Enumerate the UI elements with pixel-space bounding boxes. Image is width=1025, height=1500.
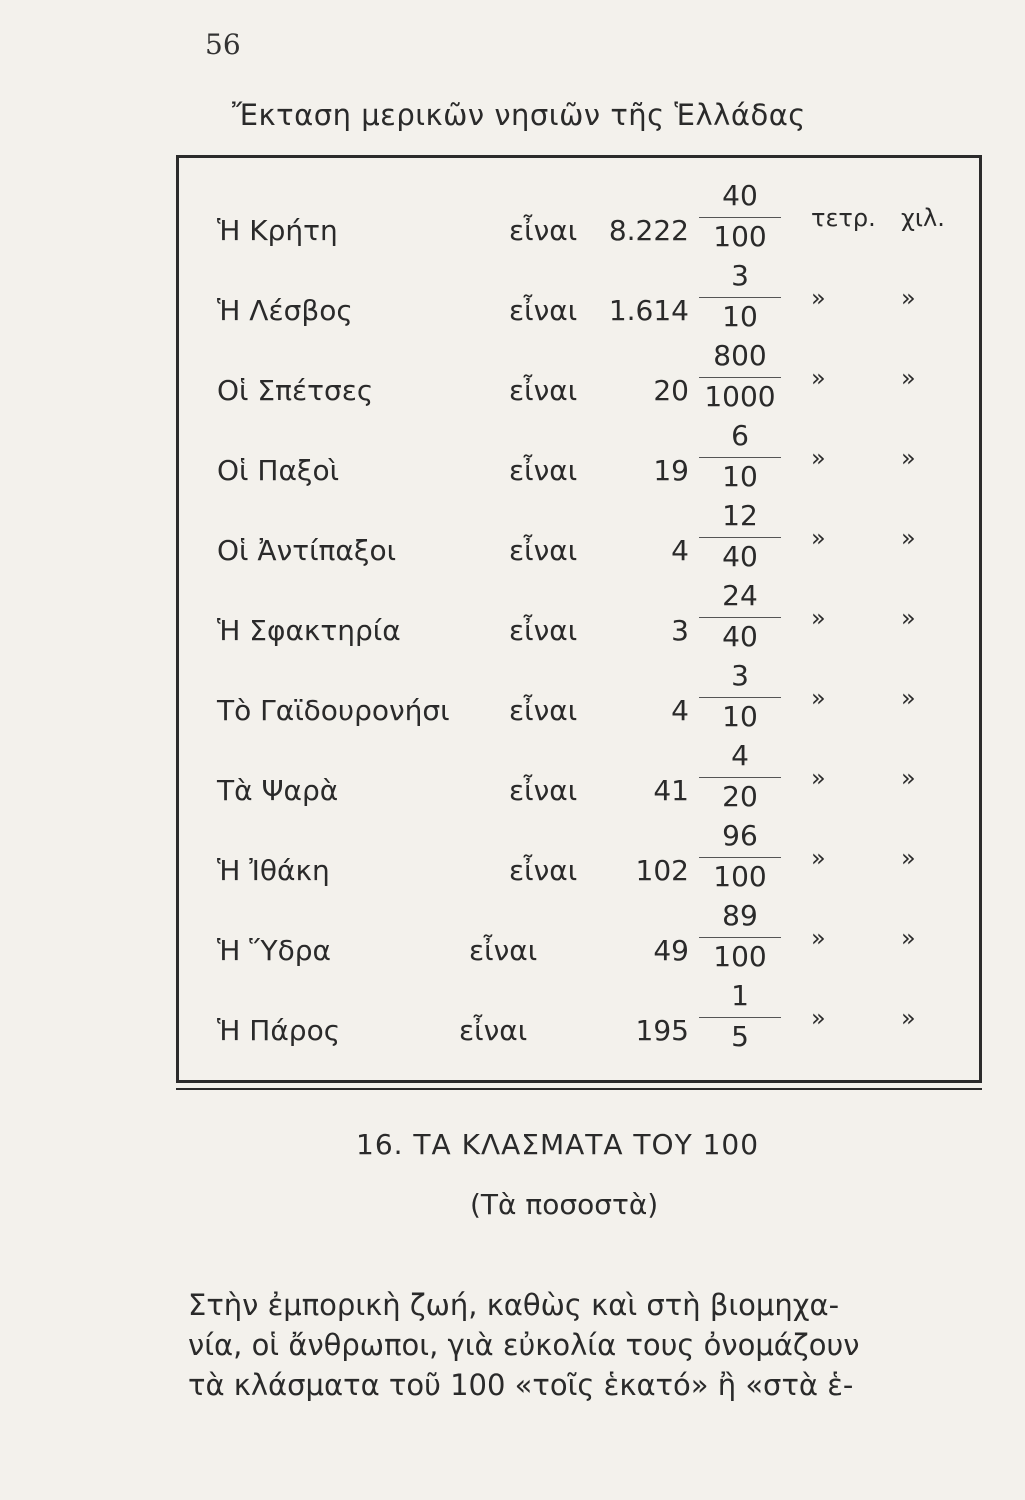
fraction bbox=[695, 818, 785, 894]
table-row bbox=[179, 658, 979, 738]
table-row bbox=[179, 898, 979, 978]
fraction bbox=[695, 338, 785, 414]
verb: εἶναι bbox=[509, 294, 578, 327]
numerator: 800 bbox=[713, 339, 767, 372]
unit-first: » bbox=[811, 364, 826, 392]
island-name: Ἡ Κρήτη bbox=[217, 214, 338, 247]
unit-second: » bbox=[901, 684, 916, 712]
section-title: 16. ΤΑ ΚΛΑΣΜΑΤΑ ΤΟΥ 100 bbox=[356, 1128, 760, 1161]
table-title: Ἔκταση μερικῶν νησιῶν τῆς Ἑλλάδας bbox=[232, 98, 806, 132]
unit-second: » bbox=[901, 764, 916, 792]
denominator: 10 bbox=[722, 700, 758, 733]
fraction bbox=[695, 578, 785, 654]
fraction bbox=[695, 738, 785, 814]
verb: εἶναι bbox=[509, 374, 578, 407]
table-row bbox=[179, 258, 979, 338]
numerator: 1 bbox=[731, 979, 749, 1012]
whole-number: 19 bbox=[653, 454, 689, 487]
denominator: 20 bbox=[722, 780, 758, 813]
verb: εἶναι bbox=[509, 454, 578, 487]
table-row bbox=[179, 338, 979, 418]
denominator: 100 bbox=[713, 940, 767, 973]
numerator: 96 bbox=[722, 819, 758, 852]
table-row bbox=[179, 818, 979, 898]
page-number: 56 bbox=[205, 28, 241, 61]
unit-first: » bbox=[811, 764, 826, 792]
whole-number: 4 bbox=[671, 534, 689, 567]
verb: εἶναι bbox=[459, 1014, 528, 1047]
verb: εἶναι bbox=[469, 934, 538, 967]
fraction bbox=[695, 178, 785, 254]
whole-number: 41 bbox=[653, 774, 689, 807]
numerator: 40 bbox=[722, 179, 758, 212]
island-name: Οἱ Παξοὶ bbox=[217, 454, 340, 487]
denominator: 40 bbox=[722, 540, 758, 573]
paragraph-line: τὰ κλάσματα τοῦ 100 «τοῖς ἑκατό» ἢ «στὰ ἑ- bbox=[188, 1368, 854, 1402]
island-name: Τὰ Ψαρὰ bbox=[217, 774, 339, 807]
numerator: 24 bbox=[722, 579, 758, 612]
whole-number: 102 bbox=[635, 854, 689, 887]
table-row bbox=[179, 418, 979, 498]
unit-second: » bbox=[901, 284, 916, 312]
verb: εἶναι bbox=[509, 694, 578, 727]
unit-second: » bbox=[901, 604, 916, 632]
table-row bbox=[179, 738, 979, 818]
whole-number: 20 bbox=[653, 374, 689, 407]
island-name: Ἡ Σφακτηρία bbox=[217, 614, 401, 647]
island-name: Τὸ Γαϊδουρονήσι bbox=[217, 694, 450, 727]
denominator: 5 bbox=[731, 1020, 749, 1053]
numerator: 3 bbox=[731, 259, 749, 292]
whole-number: 49 bbox=[653, 934, 689, 967]
numerator: 3 bbox=[731, 659, 749, 692]
whole-number: 4 bbox=[671, 694, 689, 727]
islands-table bbox=[176, 155, 982, 1083]
unit-first: » bbox=[811, 444, 826, 472]
island-name: Ἡ Πάρος bbox=[217, 1014, 341, 1047]
denominator: 10 bbox=[722, 300, 758, 333]
table-row bbox=[179, 498, 979, 578]
unit-first: » bbox=[811, 604, 826, 632]
numerator: 12 bbox=[722, 499, 758, 532]
numerator: 4 bbox=[731, 739, 749, 772]
fraction bbox=[695, 498, 785, 574]
island-name: Ἡ Ὕδρα bbox=[217, 934, 331, 967]
denominator: 40 bbox=[722, 620, 758, 653]
island-name: Οἱ Ἀντίπαξοι bbox=[217, 534, 397, 567]
table-row bbox=[179, 978, 979, 1058]
unit-second: χιλ. bbox=[901, 204, 945, 232]
fraction bbox=[695, 658, 785, 734]
unit-first: » bbox=[811, 1004, 826, 1032]
unit-first: » bbox=[811, 524, 826, 552]
verb: εἶναι bbox=[509, 614, 578, 647]
whole-number: 195 bbox=[635, 1014, 689, 1047]
island-name: Οἱ Σπέτσες bbox=[217, 374, 374, 407]
unit-first: τετρ. bbox=[811, 204, 876, 232]
whole-number: 8.222 bbox=[608, 214, 689, 247]
denominator: 10 bbox=[722, 460, 758, 493]
whole-number: 1.614 bbox=[608, 294, 689, 327]
unit-first: » bbox=[811, 924, 826, 952]
unit-second: » bbox=[901, 844, 916, 872]
section-subtitle: (Τὰ ποσοστὰ) bbox=[470, 1188, 659, 1221]
table-row bbox=[179, 578, 979, 658]
unit-second: » bbox=[901, 444, 916, 472]
unit-first: » bbox=[811, 684, 826, 712]
unit-second: » bbox=[901, 364, 916, 392]
whole-number: 3 bbox=[671, 614, 689, 647]
fraction bbox=[695, 978, 785, 1054]
fraction bbox=[695, 258, 785, 334]
unit-second: » bbox=[901, 924, 916, 952]
unit-second: » bbox=[901, 524, 916, 552]
fraction bbox=[695, 418, 785, 494]
body-paragraph bbox=[188, 1285, 988, 1405]
fraction bbox=[695, 898, 785, 974]
numerator: 6 bbox=[731, 419, 749, 452]
unit-second: » bbox=[901, 1004, 916, 1032]
verb: εἶναι bbox=[509, 854, 578, 887]
table-row bbox=[179, 178, 979, 258]
numerator: 89 bbox=[722, 899, 758, 932]
verb: εἶναι bbox=[509, 774, 578, 807]
denominator: 100 bbox=[713, 860, 767, 893]
denominator: 1000 bbox=[704, 380, 776, 413]
paragraph-line: Στὴν ἐμπορικὴ ζωή, καθὼς καὶ στὴ βιομηχα- bbox=[188, 1288, 840, 1322]
verb: εἶναι bbox=[509, 214, 578, 247]
verb: εἶναι bbox=[509, 534, 578, 567]
paragraph-line: νία, οἱ ἄνθρωποι, γιὰ εὐκολία τους ὀνομάζουν bbox=[188, 1328, 860, 1362]
island-name: Ἡ Λέσβος bbox=[217, 294, 353, 327]
unit-first: » bbox=[811, 284, 826, 312]
denominator: 100 bbox=[713, 220, 767, 253]
unit-first: » bbox=[811, 844, 826, 872]
island-name: Ἡ Ἰθάκη bbox=[217, 854, 330, 887]
